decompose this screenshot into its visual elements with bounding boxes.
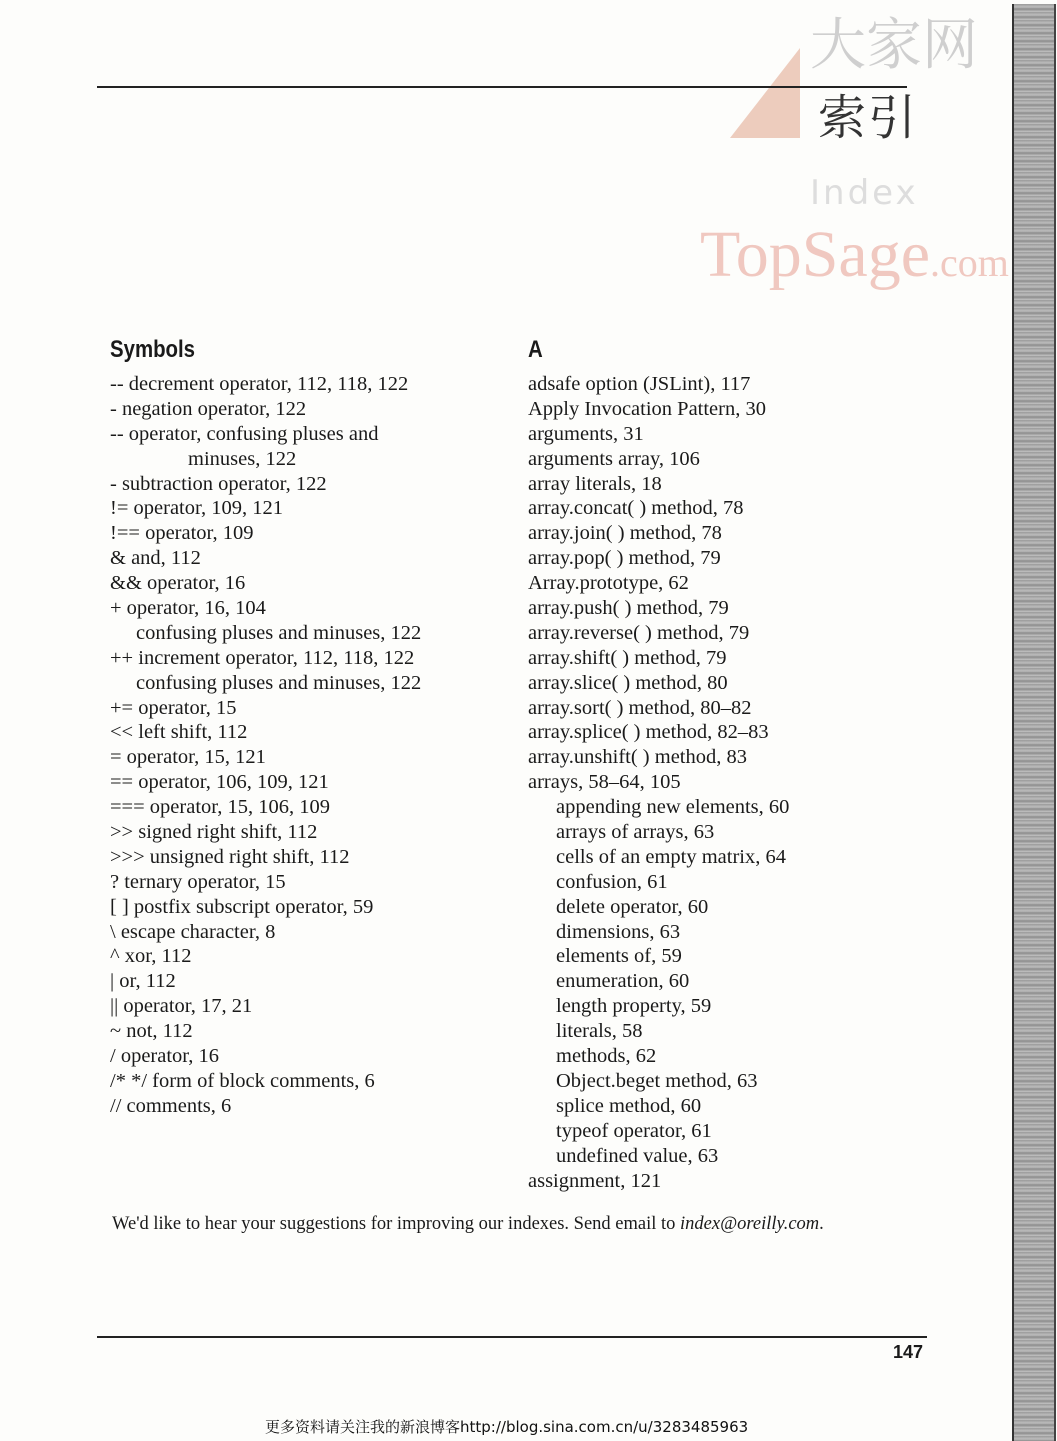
index-entry: confusion, 61 [556, 870, 668, 893]
index-entry: << left shift, 112 [110, 721, 248, 744]
index-entry: arguments, 31 [528, 422, 644, 445]
index-entry: Apply Invocation Pattern, 30 [528, 397, 766, 420]
index-entry: arguments array, 106 [528, 447, 700, 470]
index-entry: ++ increment operator, 112, 118, 122 [110, 646, 415, 669]
index-entry: + operator, 16, 104 [110, 597, 266, 620]
index-entry: array.splice( ) method, 82–83 [528, 721, 769, 744]
index-entry: >>> unsigned right shift, 112 [110, 845, 350, 868]
index-entry: != operator, 109, 121 [110, 497, 283, 520]
index-entry: \ escape character, 8 [110, 920, 276, 943]
index-entry: arrays, 58–64, 105 [528, 771, 681, 794]
index-entry: appending new elements, 60 [556, 796, 790, 819]
index-entry: ? ternary operator, 15 [110, 870, 286, 893]
index-entry: undefined value, 63 [556, 1144, 719, 1167]
watermark-brand-logo [700, 218, 1009, 291]
index-entry: array.join( ) method, 78 [528, 522, 722, 545]
index-entry: methods, 62 [556, 1045, 657, 1068]
index-entry: array.reverse( ) method, 79 [528, 621, 750, 644]
index-entry: array.shift( ) method, 79 [528, 646, 727, 669]
index-entry: enumeration, 60 [556, 970, 690, 993]
index-entry: - subtraction operator, 122 [110, 472, 327, 495]
note-text: We'd like to hear your suggestions for improving our indexes. Send email to [112, 1214, 681, 1234]
index-entry: array.pop( ) method, 79 [528, 547, 721, 570]
bottom-rule [97, 1336, 927, 1338]
email-link[interactable]: index@oreilly.com [680, 1214, 820, 1234]
index-entry: length property, 59 [556, 995, 712, 1018]
a-section [528, 336, 789, 1193]
scanned-page-edge [1012, 4, 1056, 1441]
entry-list [110, 372, 421, 1119]
page-subtitle: Index [810, 173, 919, 213]
index-entry: array.slice( ) method, 80 [528, 671, 728, 694]
index-entry: = operator, 15, 121 [110, 746, 266, 769]
feedback-note [112, 1214, 824, 1235]
index-entry: cells of an empty matrix, 64 [556, 845, 786, 868]
index-entry: splice method, 60 [556, 1094, 702, 1117]
index-entry: array.concat( ) method, 78 [528, 497, 744, 520]
index-entry: & and, 112 [110, 547, 201, 570]
top-rule [97, 86, 907, 88]
index-entry: /* */ form of block comments, 6 [110, 1069, 375, 1092]
note-end: . [819, 1214, 824, 1234]
index-entry: elements of, 59 [556, 945, 682, 968]
index-entry: confusing pluses and minuses, 122 [136, 671, 422, 694]
index-entry: !== operator, 109 [110, 522, 254, 545]
index-entry: -- decrement operator, 112, 118, 122 [110, 373, 409, 395]
index-entry: array.push( ) method, 79 [528, 597, 729, 620]
index-entry: dimensions, 63 [556, 920, 681, 943]
index-entry: adsafe option (JSLint), 117 [528, 373, 751, 395]
footer-text: 更多资料请关注我的新浪博客http://blog.sina.com.cn/u/3283485963 [265, 1418, 749, 1436]
section-heading: A [528, 336, 543, 363]
index-entry: / operator, 16 [110, 1045, 220, 1068]
watermark-brand: TopSage [700, 218, 931, 291]
entry-list [528, 372, 789, 1193]
index-entry: // comments, 6 [110, 1094, 232, 1117]
index-entry: literals, 58 [556, 1020, 643, 1043]
index-entry: && operator, 16 [110, 572, 246, 595]
index-entry: >> signed right shift, 112 [110, 821, 318, 844]
index-entry: | or, 112 [110, 970, 176, 993]
index-entry: [ ] postfix subscript operator, 59 [110, 895, 374, 918]
watermark-triangle [730, 48, 800, 138]
index-entry: array.unshift( ) method, 83 [528, 746, 747, 769]
page-title: 索引 [818, 90, 919, 146]
index-entry: == operator, 106, 109, 121 [110, 771, 329, 794]
index-entry: ~ not, 112 [110, 1020, 193, 1043]
index-entry: -- operator, confusing pluses and [110, 422, 379, 445]
index-entry: arrays of arrays, 63 [556, 821, 715, 844]
index-entry: delete operator, 60 [556, 895, 709, 918]
index-entry: assignment, 121 [528, 1169, 662, 1192]
page-number: 147 [893, 1342, 924, 1362]
index-entry: Object.beget method, 63 [556, 1069, 758, 1092]
symbols-section [110, 336, 421, 1119]
index-entry: || operator, 17, 21 [110, 995, 253, 1018]
index-entry: === operator, 15, 106, 109 [110, 796, 331, 819]
index-entry: Array.prototype, 62 [528, 572, 689, 595]
index-entry: array.sort( ) method, 80–82 [528, 696, 752, 719]
watermark-chinese: 大家网 [810, 13, 978, 78]
watermark-domain: .com [930, 240, 1009, 285]
index-entry: - negation operator, 122 [110, 397, 307, 420]
index-entry: += operator, 15 [110, 696, 237, 719]
index-entry: ^ xor, 112 [110, 945, 192, 968]
section-heading: Symbols [110, 336, 196, 363]
index-entry: minuses, 122 [188, 447, 297, 470]
index-entry: typeof operator, 61 [556, 1119, 712, 1142]
index-entry: array literals, 18 [528, 472, 662, 495]
index-entry: confusing pluses and minuses, 122 [136, 621, 422, 644]
